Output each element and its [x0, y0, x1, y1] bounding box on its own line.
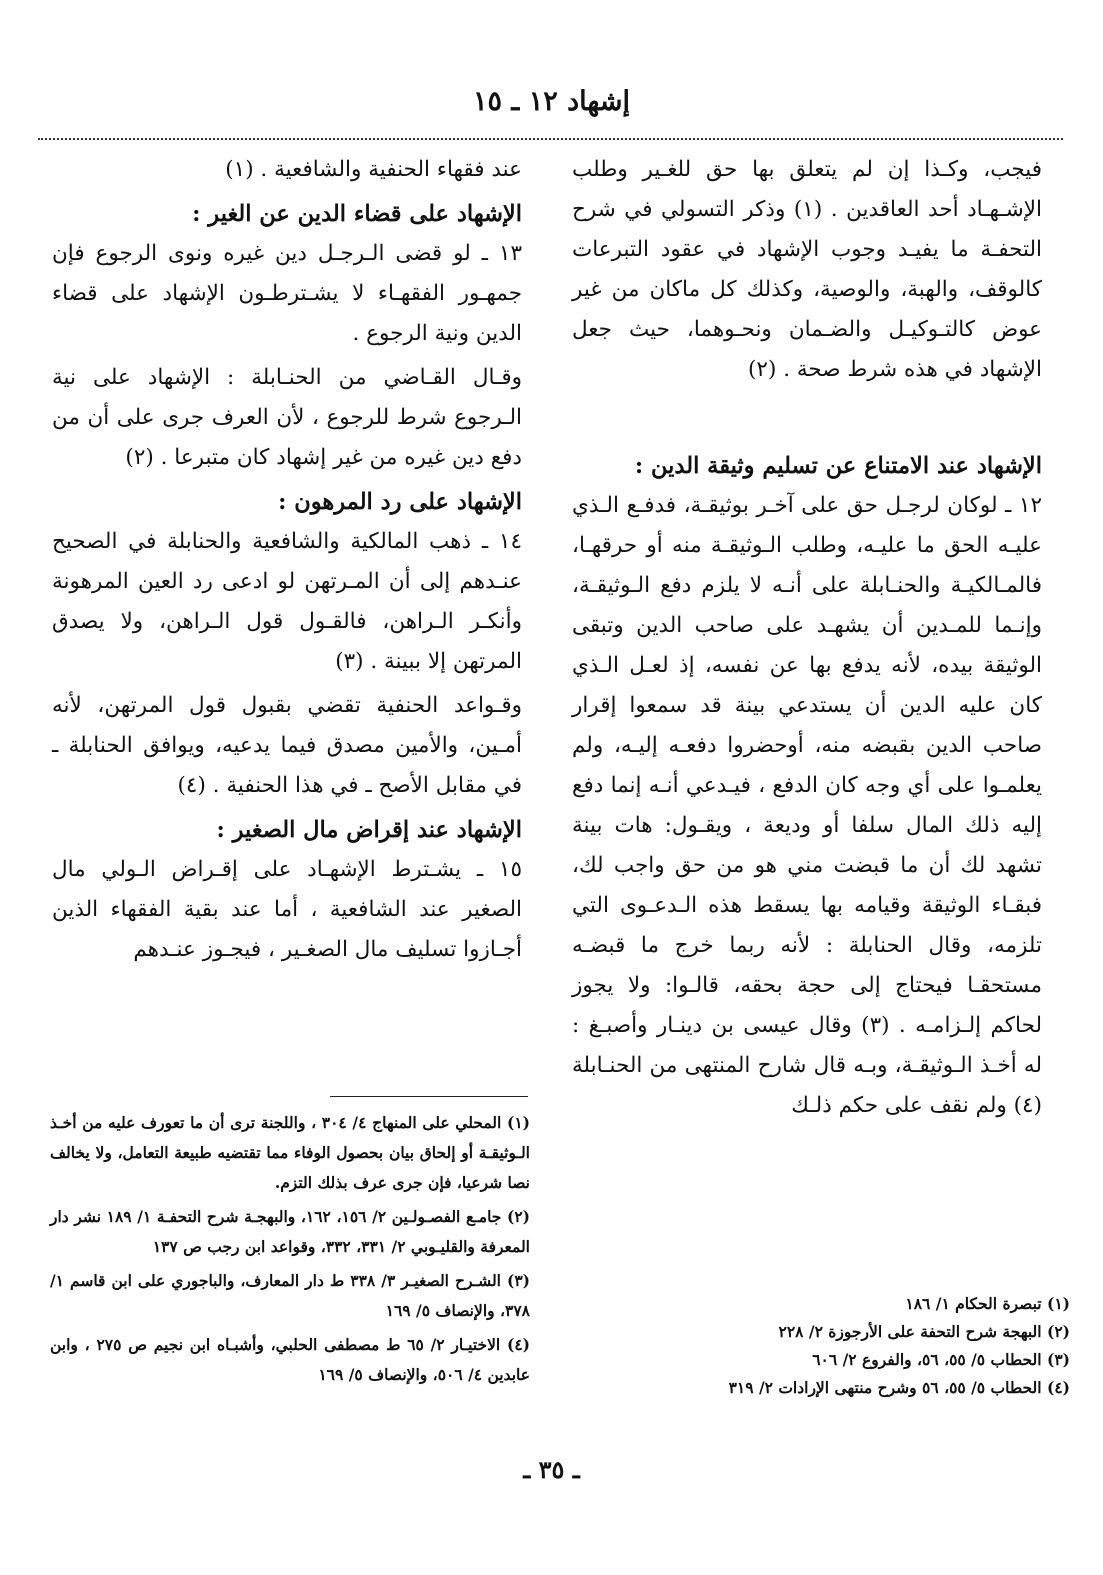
footnote: (٢) البهجة شرح التحفة على الأرجوزة ٢/ ٢٢٨ [778, 1322, 1070, 1341]
section-heading: الإشهاد عند الامتناع عن تسليم وثيقة الدين : [634, 453, 1042, 479]
paragraph: فيجب، وكـذا إن لم يتعلق بها حق للغـير وطلب الإشـهـاد أحد العاقدين . (١) وذكر التسولي في شرح التحفـة ما يفيـد وجوب الإشهاد في عقود التبرعات كالوقف، والهبة، والوصية، وكذلك كل ماكان من غير عوض كالتـوكيـل والضـمان ونحـوهما، حيث جعل الإشهاد في هذه شرط صحة . (٢) [572, 157, 1042, 382]
section-heading: الإشهاد على رد المرهون : [278, 489, 522, 515]
paragraph: ١٣ ـ لو قضى الـرجـل دين غيره ونوى الرجوع فإن جمهـور الفقهـاء لا يشـترطـون الإشهاد على قضاء الدين ونية الرجوع . [52, 241, 522, 346]
footnote: (٢) جامـع الفصـولـين ٢/ ١٥٦، ١٦٢، والبهجـة شرح التحفـة ١/ ١٨٩ نشر دار المعرفة والقليـوبي ٢/ ٣٣١، ٣٣٢، وقواعد ابن رجب ص ١٣٧ [50, 1207, 530, 1256]
paragraph: ١٤ ـ ذهب المالكية والشافعية والحنابلة في الصحيح عنـدهم إلى أن المـرتهن لو ادعى رد العين المرهونة وأنكـر الـراهن، فالقـول قول الـراهن، ولا يصدق المرتهن إلا ببينة . (٣) [52, 529, 522, 674]
left-column [52, 150, 522, 974]
paragraph: عند فقهاء الحنفية والشافعية . (١) [225, 157, 522, 182]
footnotes-left [50, 1108, 530, 1394]
paragraph: وقـواعد الحنفية تقضي بقبول قول المرتهن، لأنه أمـين، والأمين مصدق فيما يدعيه، ويوافق الحنابلة ـ في مقابل الأصح ـ في هذا الحنفية . (٤) [52, 693, 522, 798]
footnote: (٣) الحطاب ٥/ ٥٥، ٥٦، والفروع ٢/ ٦٠٦ [812, 1350, 1070, 1369]
footnote: (١) تبصرة الحكام ١/ ١٨٦ [905, 1294, 1070, 1313]
page-header-title: إشهاد ١٢ ـ ١٥ [473, 86, 630, 117]
footnote: (٤) الاختيـار ٢/ ٦٥ ط مصطفى الحلبي، وأشبـاه ابن نجيم ص ٢٧٥ ، وابن عابدين ٤/ ٥٠٦، والإنصاف ٥/ ١٦٩ [50, 1335, 530, 1384]
footnotes-right [590, 1290, 1070, 1402]
page-number: ـ ٣٥ ـ [523, 1455, 580, 1484]
header-dotted-rule [38, 138, 1063, 140]
paragraph: ١٥ ـ يشـترط الإشهـاد على إقـراض الـولي مال الصغير عند الشافعية ، أما عند بقية الفقهاء الذين أجـازوا تسليف مال الصغـير ، فيجـوز عنـدهم [52, 857, 522, 962]
paragraph: ١٢ ـ لوكان لرجـل حق على آخـر بوثيقـة، فدفـع الـذي عليـه الحق ما عليـه، وطلب الـوثيقـة منه أو حرقهـا، فالمـالكيـة والحنـابلة على أنـه لا يلزم دفع الـوثيقـة، وإنـما للمـدين أن يشهـد على صاحب الدين وتبقى الوثيقة بيده، لأنه يدفع بها عن نفسه، إذ لعـل الـذي كان عليه الدين أن يستدعي بينة قد سمعوا إقرار صاحب الدين بقبضه منه، أوحضروا دفعـه إليـه، ولم يعلمـوا على أي وجه كان الدفع ، فيـدعي أنـه إنما دفع إليه ذلك المال سلفا أو وديعة ، ويقـول: هات بينة تشهد لك أن ما قبضت مني هو من حق واجب لك، فبقـاء الوثيقة وقيامه بها يسقط هذه الـدعـوى التي تلزمه، وقال الحنابلة : لأنه ربما خرج ما قبضـه مستحقـا فيحتاج إلى حجة بحقه، قالـوا: ولا يجوز لحاكم إلـزامـه . (٣) وقال عيسى بن دينـار وأصبـغ : له أخـذ الـوثيقـة، وبـه قال شارح المنتهى من الحنـابلة (٤) ولم نقف على حكم ذلـك [572, 493, 1042, 1118]
section-heading: الإشهاد على قضاء الدين عن الغير : [192, 201, 522, 227]
footnote: (٤) الحطاب ٥/ ٥٥، ٥٦ وشرح منتهى الإرادات ٢/ ٣١٩ [728, 1378, 1070, 1397]
paragraph: وقـال القـاضي من الحنـابلة : الإشهاد على نية الـرجوع شرط للرجوع ، لأن العرف جرى على أن من دفع دين غيره من غير إشهاد كان متبرعا . (٢) [52, 365, 522, 470]
right-column [572, 150, 1042, 1130]
section-heading: الإشهاد عند إقراض مال الصغير : [216, 817, 522, 843]
footnote: (١) المحلي على المنهاج ٤/ ٣٠٤ ، واللجنة ترى أن ما تعورف عليه من أخـذ الـوثيقـة أو إلحاق بيان بحصول الوفاء مما تقتضيه طبيعة التعامل، ولا يخالف نصا شرعيا، فإن جرى عرف بذلك التزم. [50, 1113, 531, 1192]
footnote: (٣) الشـرح الصغيـر ٣/ ٣٣٨ ط دار المعارف، والباجوري على ابن قاسم ١/ ٣٧٨، والإنصاف ٥/ ١٦٩ [50, 1271, 531, 1320]
footnote-separator [330, 1096, 528, 1097]
